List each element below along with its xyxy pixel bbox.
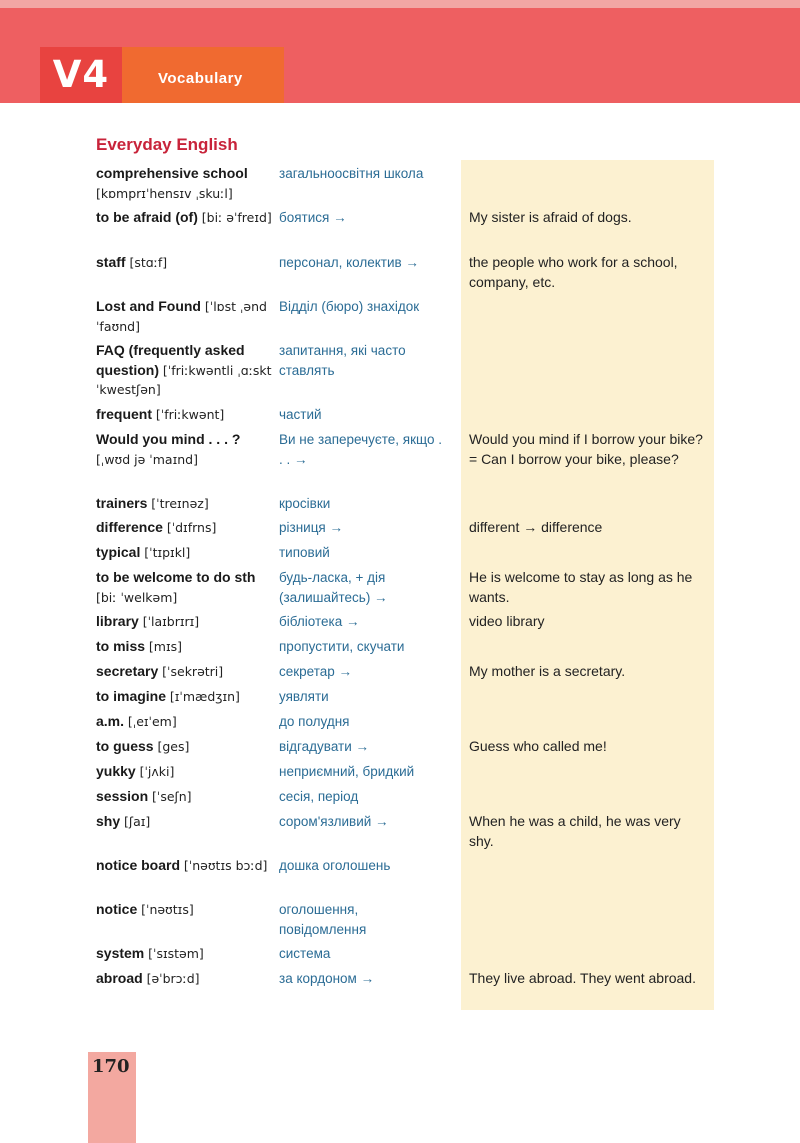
headword: FAQ (frequently asked question) <box>96 342 245 378</box>
english-term <box>96 253 274 273</box>
transcription: [ˈsɪstəm] <box>148 946 204 961</box>
english-term <box>96 341 274 400</box>
transcription: [ges] <box>157 739 190 754</box>
headword: secretary <box>96 663 159 679</box>
unit-badge: V4 <box>40 47 122 103</box>
translation: боятися → <box>279 210 347 225</box>
headword: trainers <box>96 495 148 511</box>
transcription: [ˌwʊd jə ˈmaɪnd] <box>96 451 198 467</box>
translation: запитання, які часто ставлять <box>279 343 406 378</box>
headword: yukky <box>96 763 136 779</box>
headword: to be afraid (of) <box>96 209 198 225</box>
headword: staff <box>96 254 126 270</box>
headword: Lost and Found <box>96 298 201 314</box>
translation: сесія, період <box>279 789 359 804</box>
example: different → difference <box>469 519 603 535</box>
translation: пропустити, скучати <box>279 639 405 654</box>
english-term <box>96 687 274 707</box>
example: My mother is a secretary. <box>469 663 626 679</box>
translation: Ви не заперечуєте, якщо . . . → <box>279 432 442 467</box>
example: He is welcome to stay as long as he wants. <box>469 569 693 605</box>
headword: shy <box>96 813 121 829</box>
transcription: [ˈfriːkwənt] <box>155 407 225 422</box>
english-term <box>96 712 274 732</box>
transcription: [ʃaɪ] <box>124 814 151 829</box>
english-term <box>96 297 274 336</box>
example: the people who work for a school, company, etc. <box>469 254 678 290</box>
transcription: [əˈbrɔːd] <box>146 971 200 986</box>
english-term <box>96 900 274 920</box>
transcription: [ˈnəʊtɪs bɔːd] <box>183 858 268 873</box>
headword: system <box>96 945 145 961</box>
translation: загальноосвітня школа <box>279 166 424 181</box>
translation: Відділ (бюро) знахідок <box>279 299 420 314</box>
english-term <box>96 787 274 807</box>
transcription: [ˈjʌki] <box>139 764 175 779</box>
transcription: [ɪˈmædʒɪn] <box>169 689 240 704</box>
headword: to miss <box>96 638 146 654</box>
translation: типовий <box>279 545 330 560</box>
headword: abroad <box>96 970 143 986</box>
headword: to be welcome to do sth <box>96 569 256 585</box>
example: video library <box>469 613 545 629</box>
translation: секретар → <box>279 664 353 679</box>
english-term <box>96 856 274 876</box>
headword: library <box>96 613 139 629</box>
transcription: [ˈdɪfrns] <box>166 520 217 535</box>
headword: typical <box>96 544 141 560</box>
english-term <box>96 612 274 632</box>
translation: кросівки <box>279 496 331 511</box>
transcription: [ˈtreɪnəz] <box>151 496 209 511</box>
translation: сором'язливий → <box>279 814 389 829</box>
transcription: [ˈnəʊtɪs] <box>141 902 194 917</box>
headword: frequent <box>96 406 152 422</box>
translation: відгадувати → <box>279 739 370 754</box>
english-term <box>96 812 274 832</box>
headword: session <box>96 788 149 804</box>
headword: to guess <box>96 738 154 754</box>
transcription: [ˌeɪˈem] <box>127 714 177 729</box>
transcription: [biː ˈwelkəm] <box>96 589 178 605</box>
page-heading: Everyday English <box>96 135 238 154</box>
translation: різниця → <box>279 520 343 535</box>
english-term <box>96 969 274 989</box>
headword: notice board <box>96 857 181 873</box>
translation: система <box>279 946 331 961</box>
headword: comprehensive school <box>96 165 248 181</box>
transcription: [ˈsekrətri] <box>162 664 224 679</box>
translation: дошка оголошень <box>279 858 391 873</box>
section-title: Vocabulary <box>122 47 284 103</box>
english-term <box>96 164 274 203</box>
headword: difference <box>96 519 163 535</box>
translation: бібліотека → <box>279 614 360 629</box>
headword: to imagine <box>96 688 167 704</box>
english-term <box>96 762 274 782</box>
transcription: [ˈlaɪbrɪrɪ] <box>142 614 200 629</box>
transcription: [mɪs] <box>148 639 182 654</box>
transcription: [ˈseʃn] <box>152 789 192 804</box>
translation: персонал, колектив → <box>279 255 419 270</box>
translation: уявляти <box>279 689 329 704</box>
example: Guess who called me! <box>469 738 607 754</box>
transcription: [ˈfriːkwəntli ˌɑːskt ˈkwestʃən] <box>96 362 272 397</box>
english-term <box>96 944 274 964</box>
english-term <box>96 737 274 757</box>
english-term <box>96 518 274 538</box>
english-term <box>96 208 274 228</box>
example: My sister is afraid of dogs. <box>469 209 632 225</box>
translation: будь-ласка, + дія (залишайтесь) → <box>279 570 388 605</box>
example: They live abroad. They went abroad. <box>469 970 696 986</box>
headword: Would you mind . . . ? <box>96 431 241 447</box>
transcription: [stɑːf] <box>129 255 168 270</box>
translation: до полудня <box>279 714 350 729</box>
translation: частий <box>279 407 322 422</box>
example: Would you mind if I borrow your bike? = Can I borrow your bike, please? <box>469 431 703 467</box>
translation: неприємний, бридкий <box>279 764 415 779</box>
english-term <box>96 637 274 657</box>
transcription: [ˈtɪpɪkl] <box>144 545 191 560</box>
translation: за кордоном → <box>279 971 375 986</box>
english-term <box>96 430 274 469</box>
transcription: [ˈlɒst ˌənd ˈfaʊnd] <box>96 299 267 334</box>
header-banner <box>0 0 800 103</box>
english-term <box>96 662 274 682</box>
translation: оголошення, повідомлення <box>279 902 367 937</box>
english-term <box>96 405 274 425</box>
english-term <box>96 494 274 514</box>
headword: notice <box>96 901 138 917</box>
transcription: [biː əˈfreɪd] <box>201 210 272 225</box>
transcription: [kɒmprɪˈhensɪv ˌskuːl] <box>96 185 233 201</box>
header-strip <box>0 0 800 8</box>
headword: a.m. <box>96 713 125 729</box>
english-term <box>96 568 274 607</box>
english-term <box>96 543 274 563</box>
example: When he was a child, he was very shy. <box>469 813 681 849</box>
page-number: 170 <box>92 1056 130 1077</box>
